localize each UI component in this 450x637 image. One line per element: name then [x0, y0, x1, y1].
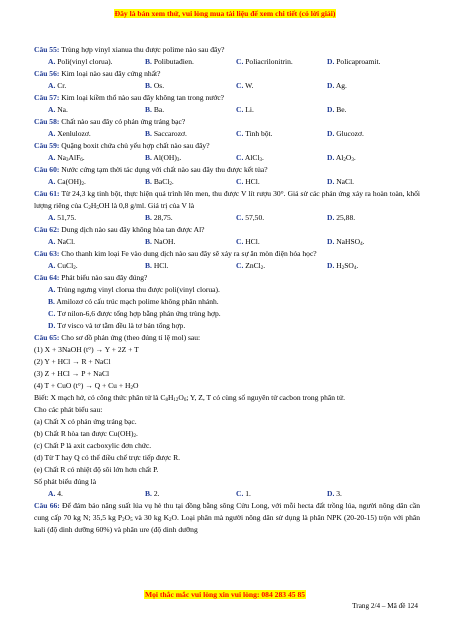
- option-a[interactable]: A. Xenlulozơ.: [48, 129, 91, 138]
- question-57-options: [34, 104, 420, 116]
- statement-e: (e) Chất R có nhiệt độ sôi lớn hơn chất P.: [34, 465, 159, 474]
- question-text: Cho thanh kim loại Fe vào dung dịch nào sau đây sẽ xảy ra sự ăn mòn điện hóa học?: [59, 249, 317, 258]
- question-text: Phát biểu nào sau đây đúng?: [59, 273, 148, 282]
- question-label: Câu 56:: [34, 69, 60, 78]
- exam-content: [34, 44, 420, 536]
- page-number: Trang 2/4 – Mã đề 124: [352, 602, 418, 610]
- question-label: Câu 61:: [34, 189, 60, 198]
- question-55-options: [34, 56, 420, 68]
- question-63-options: [34, 260, 420, 272]
- question-text: Trùng hợp vinyl xianua thu được polime nào sau đây?: [59, 45, 225, 54]
- option-c[interactable]: C. 1.: [236, 489, 251, 498]
- option-a[interactable]: A. 4.: [48, 489, 63, 498]
- option-a[interactable]: A. $Na_3AlF_6$.: [48, 153, 85, 163]
- question-64: [34, 272, 420, 284]
- question-65-info: Biết: X mạch hở, có công thức phân tử là $C_8H_{12}O_6$; Y, Z, T có cùng số nguyên tử cacbon trong phân tử.: [34, 393, 345, 403]
- preview-banner-text: Đây là bản xem thử, vui lòng mua tài liệu để xem chi tiết (có lời giải): [114, 9, 336, 18]
- question-55: [34, 44, 420, 56]
- option-b[interactable]: B. 28,75.: [145, 213, 173, 222]
- option-c[interactable]: C. Tơ nilon-6,6 được tổng hợp bằng phản ứng trùng hợp.: [48, 309, 221, 318]
- reaction-2: (2) Y + HCl → R + NaCl: [34, 357, 111, 366]
- option-a[interactable]: A. 51,75.: [48, 213, 77, 222]
- question-text: Dung dịch nào sau đây không hòa tan được Al?: [59, 225, 205, 234]
- question-59: [34, 140, 420, 152]
- question-57: [34, 92, 420, 104]
- option-d[interactable]: D. 25,88.: [327, 213, 356, 222]
- question-65: [34, 332, 420, 344]
- option-c[interactable]: C. Tinh bột.: [236, 129, 273, 138]
- question-label: Câu 59:: [34, 141, 60, 150]
- option-b[interactable]: B. 2.: [145, 489, 160, 498]
- question-label: Câu 60:: [34, 165, 60, 174]
- question-label: Câu 57:: [34, 93, 60, 102]
- option-b[interactable]: B. $Al(OH)_3$.: [145, 153, 182, 163]
- option-b[interactable]: B. NaOH.: [145, 237, 176, 246]
- option-a[interactable]: A. Na.: [48, 105, 68, 114]
- question-63: [34, 248, 420, 260]
- option-b[interactable]: B. BaCl$_2$.: [145, 177, 174, 187]
- option-c[interactable]: C. W.: [236, 81, 254, 90]
- option-c[interactable]: C. HCl.: [236, 177, 260, 186]
- question-65-options: [34, 488, 420, 500]
- question-text: Cho sơ đồ phản ứng (theo đúng tỉ lệ mol) sau:: [59, 333, 201, 342]
- statement-d: (d) Từ T hay Q có thể điều chế trực tiếp được R.: [34, 453, 180, 462]
- question-56-options: [34, 80, 420, 92]
- question-label: Câu 65:: [34, 333, 60, 342]
- question-60: [34, 164, 420, 176]
- question-text: Kim loại nào sau đây cứng nhất?: [59, 69, 161, 78]
- option-d[interactable]: D. $H_2SO_4$.: [327, 261, 359, 271]
- reaction-1: (1) X + 3NaOH (t°) → Y + 2Z + T: [34, 345, 139, 354]
- option-d[interactable]: D. Glucozơ.: [327, 129, 364, 138]
- option-d[interactable]: D. $Al_2O_3$.: [327, 153, 356, 163]
- reaction-4: (4) T + CuO $(t^\circ) \to Q + Cu + H_2O$: [34, 381, 139, 391]
- option-b[interactable]: B. Amilozơ có cấu trúc mạch polime không phân nhánh.: [48, 297, 219, 306]
- option-c[interactable]: C. Li.: [236, 105, 254, 114]
- question-label: Câu 55:: [34, 45, 60, 54]
- option-a[interactable]: A. Trùng ngưng vinyl clorua thu được poli(vinyl clorua).: [48, 285, 220, 294]
- question-label: Câu 62:: [34, 225, 60, 234]
- option-b[interactable]: B. Polibutađien.: [145, 57, 194, 66]
- option-c[interactable]: C. ZnCl$_2$.: [236, 261, 266, 271]
- option-c[interactable]: C. 57,50.: [236, 213, 265, 222]
- question-61-options: [34, 212, 420, 224]
- preview-banner: [0, 9, 450, 18]
- option-b[interactable]: B. Ba.: [145, 105, 165, 114]
- option-a[interactable]: A. $Ca(OH)_2$.: [48, 177, 86, 187]
- question-label: Câu 58:: [34, 117, 60, 126]
- option-b[interactable]: B. Os.: [145, 81, 165, 90]
- question-66: Câu 66: Để đảm bảo năng suất lúa vụ hè thu tại đồng bằng sông Cửu Long, với mỗi hecta đất trồng lúa, người nông dân cần cung cấp 70 kg N; 35,5 kg $P_2O_5$ và 30 kg $K_2O$. Loại phân mà người nông dân sử dụng là phân NPK (20-20-15) trộn với phân kali (độ dinh dưỡng 60%) và phân ure (độ dinh dưỡng: [34, 501, 420, 534]
- question-62: [34, 224, 420, 236]
- question-62-options: [34, 236, 420, 248]
- question-label: Câu 64:: [34, 273, 60, 282]
- question-60-options: [34, 176, 420, 188]
- statement-count: Số phát biểu đúng là: [34, 477, 97, 486]
- option-d[interactable]: D. NaHSO$_4$.: [327, 237, 365, 247]
- question-59-options: [34, 152, 420, 164]
- option-a[interactable]: A. Cr.: [48, 81, 67, 90]
- option-a[interactable]: A. Poli(vinyl clorua).: [48, 57, 113, 66]
- option-b[interactable]: B. Saccarozơ.: [145, 129, 187, 138]
- option-d[interactable]: D. Policaproamit.: [327, 57, 381, 66]
- statement-c: (c) Chất P là axit cacboxylic đơn chức.: [34, 441, 152, 450]
- question-text: Nước cứng tạm thời tác dụng với chất nào sau đây thu được kết tủa?: [59, 165, 268, 174]
- contact-footer-text: Mọi thắc mắc vui lòng xin vui lòng: 084 283 45 85: [144, 590, 306, 599]
- reaction-3: (3) Z + HCl → P + NaCl: [34, 369, 110, 378]
- option-c[interactable]: C. Poliacrilonitrin.: [236, 57, 293, 66]
- question-58-options: [34, 128, 420, 140]
- question-61: Câu 61: Từ 24,3 kg tinh bột, thực hiện quá trình lên men, thu được V lít rượu 30°. Giả sử các phản ứng xảy ra hoàn toàn, khối lượng riêng của $C_2H_5OH$ là 0,8 g/ml. Giá trị của V là: [34, 189, 420, 211]
- question-text: Kim loại kiềm thổ nào sau đây không tan trong nước?: [59, 93, 225, 102]
- option-a[interactable]: A. CuCl$_2$.: [48, 261, 78, 271]
- option-d[interactable]: D. Ag.: [327, 81, 347, 90]
- question-58: [34, 116, 420, 128]
- contact-footer: [0, 590, 450, 599]
- option-b[interactable]: B. HCl.: [145, 261, 169, 270]
- option-c[interactable]: C. HCl.: [236, 237, 260, 246]
- question-label: Câu 66:: [34, 501, 60, 510]
- option-d[interactable]: D. Tơ visco và tơ tằm đều là tơ bán tổng hợp.: [48, 321, 186, 330]
- option-d[interactable]: D. Be.: [327, 105, 347, 114]
- option-a[interactable]: A. NaCl.: [48, 237, 76, 246]
- statement-a: (a) Chất X có phản ứng tráng bạc.: [34, 417, 137, 426]
- option-d[interactable]: D. NaCl.: [327, 177, 355, 186]
- question-text: Quặng boxit chứa chủ yếu hợp chất nào sau đây?: [59, 141, 210, 150]
- option-d[interactable]: D. 3.: [327, 489, 342, 498]
- question-56: [34, 68, 420, 80]
- statement-b: (b) Chất R hòa tan được $Cu(OH)_2$.: [34, 429, 138, 439]
- option-c[interactable]: C. AlCl$_3$.: [236, 153, 264, 163]
- question-text: Chất nào sau đây có phản ứng tráng bạc?: [59, 117, 186, 126]
- question-label: Câu 63:: [34, 249, 60, 258]
- statements-intro: Cho các phát biểu sau:: [34, 405, 103, 414]
